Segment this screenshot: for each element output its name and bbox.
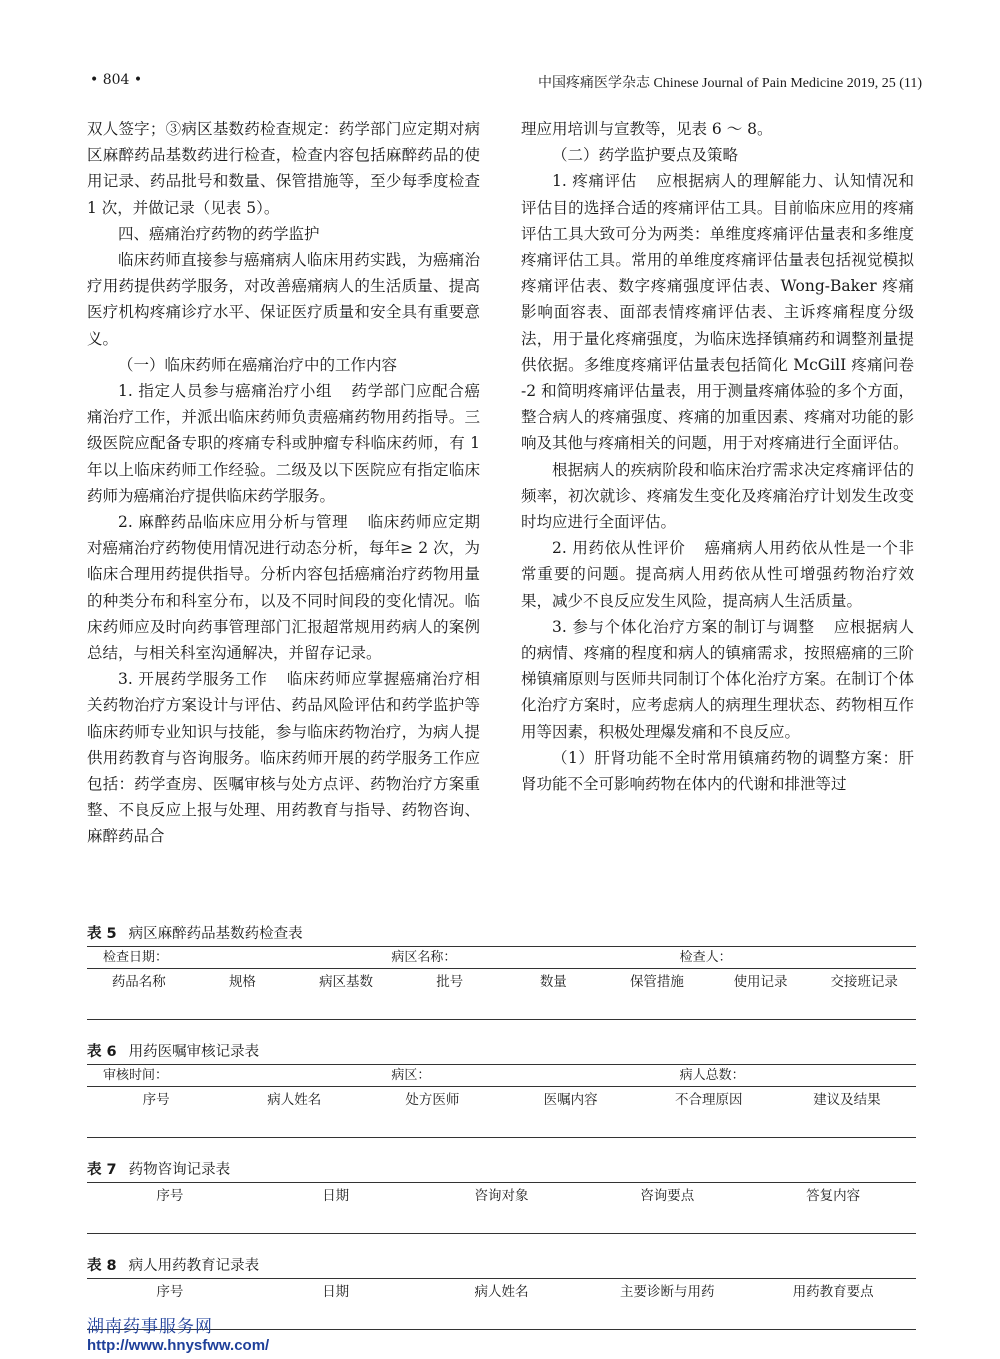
table-header-row [87,1278,916,1305]
table-column-header: 建议及结果 [813,1092,881,1108]
paragraph [87,666,480,849]
table-column-header: 病人姓名 [474,1284,529,1300]
table-number: 表 7 [87,1162,117,1178]
table-column-header: 不合理原因 [675,1092,743,1108]
footer[interactable] [87,1312,269,1354]
table-column-header: 用药教育要点 [792,1284,874,1300]
paragraph-heading: 2. 麻醉药品临床应用分析与管理 [118,513,349,532]
table-empty-row [87,995,916,1020]
paragraph-text: 根据病人的疾病阶段和临床治疗需求决定疼痛评估的频率，初次就诊、疼痛发生变化及疼痛治疗计划发生改变时均应进行全面评估。 [521,460,914,532]
table-name: 用药医嘱审核记录表 [128,1044,260,1060]
paragraph-text: 理应用培训与宣教等，见表 6 ～ 8。 [521,120,773,138]
table-meta-row [87,1064,916,1087]
table-title [87,1040,916,1064]
table-name: 病区麻醉药品基数药检查表 [128,926,303,942]
paragraph-text: 双人签字；③病区基数药检查规定：药学部门应定期对病区麻醉药品基数药进行检查，检查内容包括麻醉药品的使用记录、药品批号和数量、保管措施等，至少每季度检查 1 次，并做记录（见表 5）。 [87,120,480,217]
table-block [87,1158,916,1234]
table-header-row [87,1182,916,1209]
table-name: 药物咨询记录表 [128,1162,231,1178]
paragraph-text: 应根据病人的病情、疼痛的程度和病人的镇痛需求，按照癌痛的三阶梯镇痛原则与医师共同制订个体化治疗方案。在制订个体化治疗方案时，应考虑病人的病理生理状态、药物相互作用等因素，积极处理爆发痛和不良反应。 [521,617,914,741]
paragraph-heading: 1. 指定人员参与癌痛治疗小组 [118,382,333,401]
paragraph [521,614,914,745]
table-column-header: 主要诊断与用药 [620,1284,715,1300]
table-header-row [87,1087,916,1113]
table-empty-row [87,1209,916,1234]
paragraph [87,378,480,509]
table-name: 病人用药教育记录表 [128,1258,260,1274]
footer-url-link[interactable]: http://www.hnysfww.com/ [87,1337,270,1354]
table-column-header: 交接班记录 [830,974,898,990]
paragraph-text: 应根据病人的理解能力、认知情况和评估目的选择合适的疼痛评估工具。目前临床应用的疼痛评估工具大致可分为两类：单维度疼痛评估量表和多维度疼痛评估工具。常用的单维度疼痛评估量表包括视觉模拟疼痛评估表、数字疼痛强度评估表、Wong-Baker 疼痛影响面容表、面部表情疼痛评估表、主诉疼痛程度分级法，用于量化疼痛强度，为临床选择镇痛药和调整剂量提供依据。多维度疼痛评估量表包括简化 McGilI 疼痛问卷 -2 和简明疼痛评估量表，用于测量疼痛体验的多个方面，整合病人的疼痛强度、疼痛的加重因素、疼痛对功能的影响及其他与疼痛相关的问题，用于对疼痛进行全面评估。 [521,172,914,453]
paragraph [87,509,480,666]
table-block [87,922,916,1020]
table-column-header: 处方医师 [405,1092,460,1108]
paragraph-text: （一）临床药师在癌痛治疗中的工作内容 [118,355,398,374]
paragraph-text: 四、癌痛治疗药物的药学监护 [118,224,320,243]
journal-header: 中国疼痛医学杂志 Chinese Journal of Pain Medicine 2019, 25 (11) [537,76,922,91]
paragraph-text: （二）药学监护要点及策略 [552,146,739,165]
table-number: 表 5 [87,926,117,942]
paragraph-heading: 2. 用药依从性评价 [552,539,686,558]
paragraph [87,116,480,221]
table-column-header: 医嘱内容 [543,1092,598,1108]
left-column [87,116,480,850]
paragraph [521,745,914,797]
table-column-header: 序号 [156,1188,184,1204]
paragraph [87,352,480,378]
table-title [87,1158,916,1182]
paragraph-text: 癌痛病人用药依从性是一个非常重要的问题。提高病人用药依从性可增强药物治疗效果，减少不良反应发生风险，提高病人生活质量。 [521,539,914,610]
paragraph [521,142,914,168]
paragraph [521,457,914,536]
paragraph-text: 临床药师应定期对癌痛治疗药物使用情况进行动态分析，每年≥ 2 次，为临床合理用药提供指导。分析内容包括癌痛治疗药物用量的种类分布和科室分布，以及不同时间段的变化情况。临床药师应及时向药事管理部门汇报超常规用药病人的案例总结，与相关科室沟通解决，并留存记录。 [87,513,480,663]
table-column-header: 药品名称 [111,974,166,990]
paragraph-text: （1）肝肾功能不全时常用镇痛药物的调整方案：肝肾功能不全可影响药物在体内的代谢和排泄等过 [521,748,914,794]
page-number: • 804 • [90,72,143,88]
table-column-header: 日期 [322,1284,350,1300]
paragraph [87,221,480,247]
table-column-header: 规格 [228,974,256,990]
table-column-header: 病区基数 [319,974,374,990]
table-title [87,1254,916,1278]
paragraph-text: 药学部门应配合癌痛治疗工作，并派出临床药师负责癌痛药物用药指导。三级医院应配备专职的疼痛专科或肿瘤专科临床药师，有 1 年以上临床药师工作经验。二级及以下医院应有指定临床药师为癌痛治疗提供临床药学服务。 [87,382,480,505]
table-meta-row [87,946,916,969]
table-meta-field: 病人总数： [679,1068,745,1083]
table-column-header: 保管措施 [629,974,684,990]
table-column-header: 病人姓名 [267,1092,322,1108]
paragraph [521,168,914,456]
table-column-header: 答复内容 [806,1188,861,1204]
table-title [87,922,916,946]
table-meta-field: 病区名称： [391,950,457,965]
table-meta-field: 病区： [391,1068,431,1083]
paragraph-text: 临床药师应掌握癌痛治疗相关药物治疗方案设计与评估、药品风险评估和药学监护等临床药师专业知识与技能，参与临床药物治疗，为病人提供用药教育与咨询服务。临床药师开展的药学服务工作应包括：药学查房、医嘱审核与处方点评、药物治疗方案重整、不良反应上报与处理、用药教育与指导、药物咨询、麻醉药品合 [87,670,480,846]
table-meta-field: 审核时间： [103,1068,169,1083]
table-column-header: 日期 [322,1188,350,1204]
table-header-row [87,969,916,995]
table-column-header: 序号 [156,1284,184,1300]
paragraph [521,116,914,142]
tables-section [87,922,916,1330]
table-meta-field: 检查人： [679,950,732,965]
paragraph-text: 临床药师直接参与癌痛病人临床用药实践，为癌痛治疗用药提供药学服务，对改善癌痛病人的生活质量、提高医疗机构疼痛诊疗水平、保证医疗质量和安全具有重要意义。 [87,251,480,348]
table-column-header: 咨询对象 [474,1188,529,1204]
table-meta-field: 检查日期： [103,950,169,965]
table-block [87,1040,916,1138]
table-number: 表 8 [87,1258,117,1274]
table-column-header: 咨询要点 [640,1188,695,1204]
paragraph-heading: 3. 开展药学服务工作 [118,670,268,689]
right-column [521,116,914,797]
table-empty-row [87,1113,916,1138]
paragraph-heading: 3. 参与个体化治疗方案的制订与调整 [552,617,815,636]
table-column-header: 使用记录 [733,974,788,990]
paragraph [521,535,914,614]
table-column-header: 批号 [436,974,464,990]
paragraph [87,247,480,352]
paragraph-heading: 1. 疼痛评估 [552,172,637,191]
table-number: 表 6 [87,1044,117,1060]
table-column-header: 序号 [142,1092,170,1108]
table-column-header: 数量 [539,974,567,990]
footer-site-name: 湖南药事服务网 [87,1317,213,1337]
